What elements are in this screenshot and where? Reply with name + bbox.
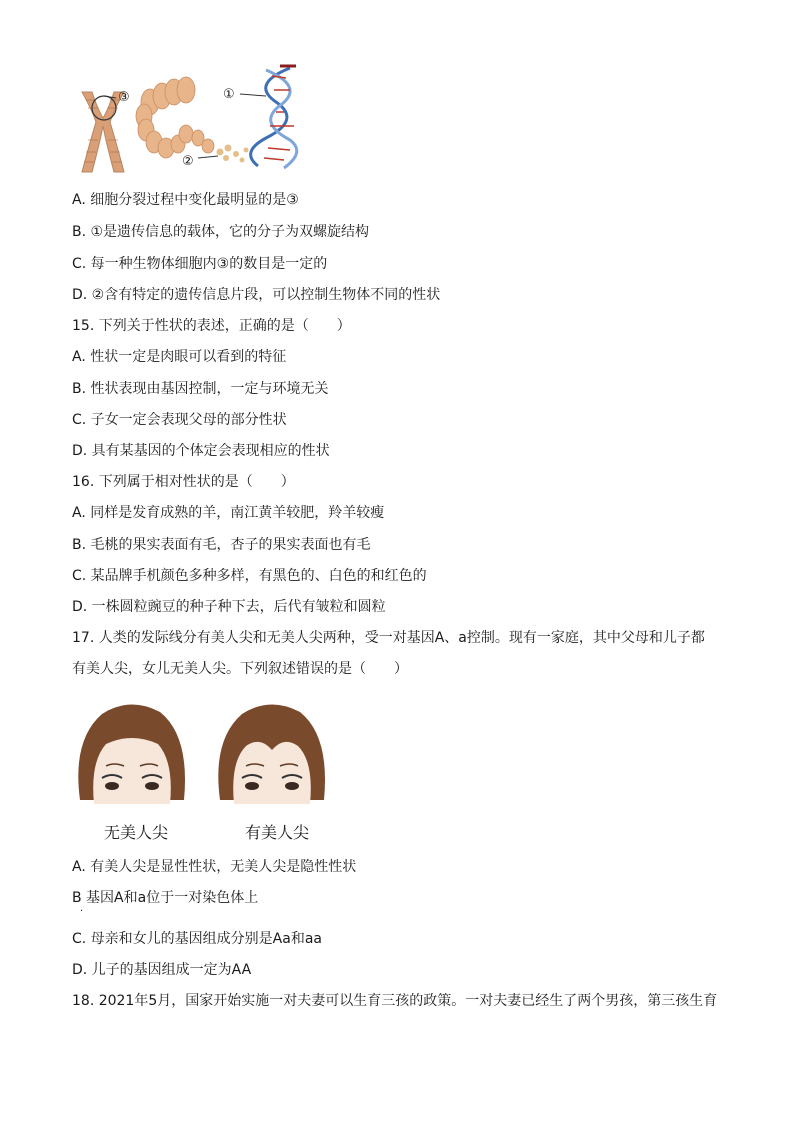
marker-3: ③ [118, 90, 130, 105]
face-widows-peak [218, 704, 325, 804]
q17-stem-line-2: 有美人尖，女儿无美人尖。下列叙述错误的是（ ） [72, 661, 408, 677]
dna-double-helix [251, 66, 297, 168]
q15-option-d: D. 具有某基因的个体定会表现相应的性状 [72, 443, 330, 459]
marker-1: ① [223, 87, 235, 102]
q17-option-b: B 基因A和a位于一对染色体上 [72, 890, 259, 906]
coiled-chromatin [136, 77, 214, 158]
q18-stem-line-1: 18. 2021年5月，国家开始实施一对夫妻可以生育三孩的政策。一对夫妻已经生了两个男孩，第三孩生育 [72, 993, 718, 1009]
marker-2: ② [182, 154, 194, 169]
leader-line-1 [240, 94, 266, 96]
q15-option-c: C. 子女一定会表现父母的部分性状 [72, 412, 287, 428]
q17-option-c: C. 母亲和女儿的基因组成分别是Aa和aa [72, 931, 322, 947]
q15-stem: 15. 下列关于性状的表述，正确的是（ ） [72, 318, 351, 334]
face-no-widows-peak [78, 704, 185, 804]
q17-stem-line-1: 17. 人类的发际线分有美人尖和无美人尖两种，受一对基因A、a控制。现有一家庭，其中父母和儿子都 [72, 630, 705, 646]
q14-option-a: A. 细胞分裂过程中变化最明显的是③ [72, 192, 299, 208]
caption-widows-peak: 有美人尖 [245, 823, 310, 842]
stray-dot: · [80, 906, 84, 917]
q17-option-d: D. 儿子的基因组成一定为AA [72, 962, 252, 978]
q15-option-a: A. 性状一定是肉眼可以看到的特征 [72, 349, 287, 365]
leader-line-2 [198, 156, 218, 158]
hairline-figure [72, 700, 332, 808]
q16-stem: 16. 下列属于相对性状的是（ ） [72, 474, 295, 490]
q16-option-d: D. 一株圆粒豌豆的种子种下去，后代有皱粒和圆粒 [72, 599, 386, 615]
q16-option-a: A. 同样是发育成熟的羊，南江黄羊较肥，羚羊较瘦 [72, 505, 385, 521]
q15-option-b: B. 性状表现由基因控制，一定与环境无关 [72, 381, 329, 397]
caption-no-widows-peak: 无美人尖 [104, 823, 169, 842]
q14-option-d: D. ②含有特定的遗传信息片段，可以控制生物体不同的性状 [72, 287, 441, 303]
q16-option-b: B. 毛桃的果实表面有毛，杏子的果实表面也有毛 [72, 537, 371, 553]
nucleosome-beads [217, 145, 249, 163]
q14-option-b: B. ①是遗传信息的载体，它的分子为双螺旋结构 [72, 224, 370, 240]
q17-option-a: A. 有美人尖是显性性状，无美人尖是隐性性状 [72, 859, 357, 875]
q16-option-c: C. 某品牌手机颜色多种多样，有黑色的、白色的和红色的 [72, 568, 427, 584]
q14-option-c: C. 每一种生物体细胞内③的数目是一定的 [72, 256, 328, 272]
